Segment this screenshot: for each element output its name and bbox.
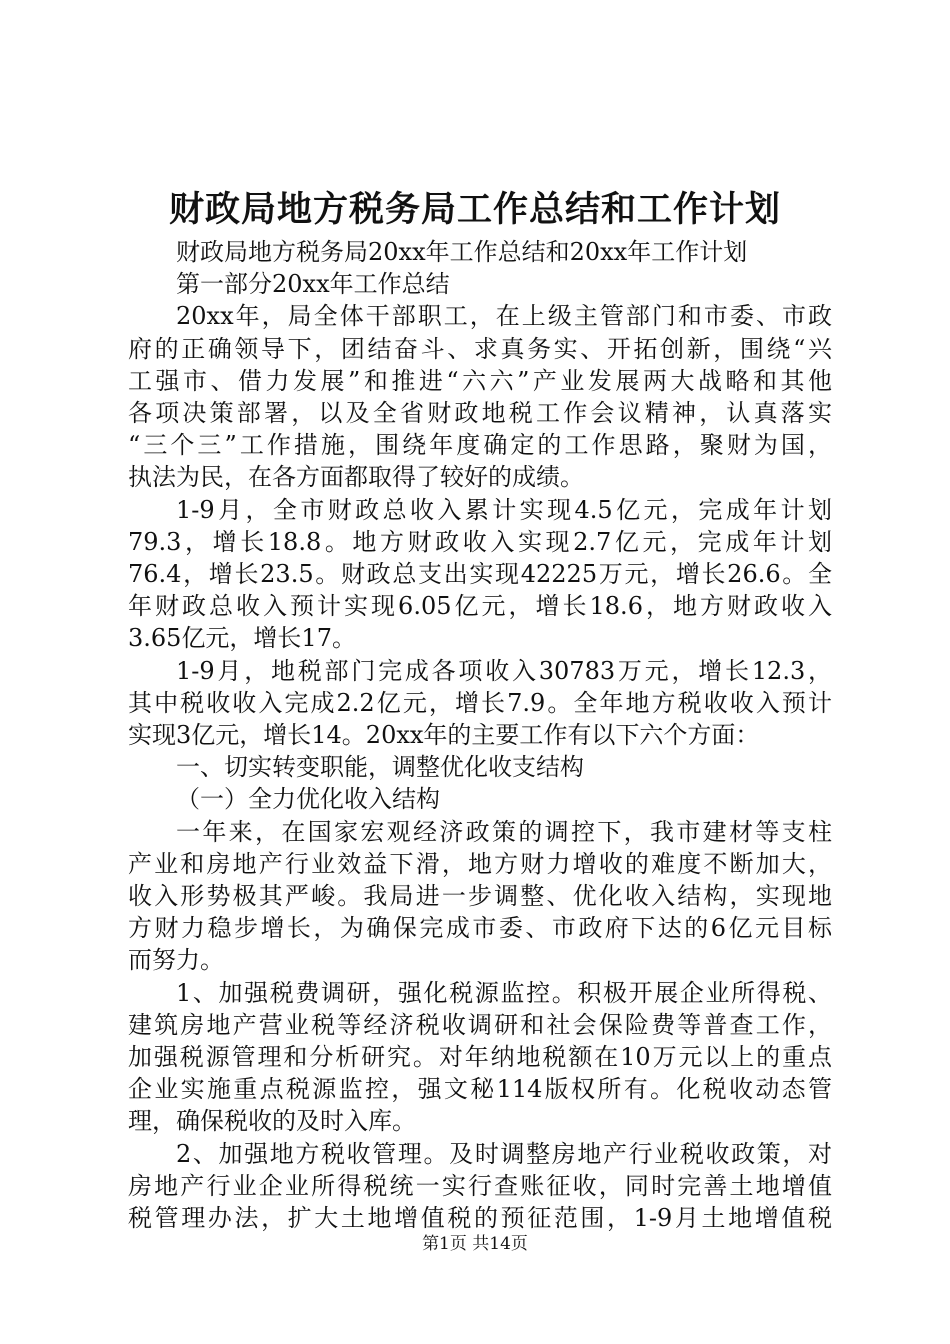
text-line: （一）全力优化收入结构	[176, 785, 440, 814]
text-line: 1、加强税费调研，强化税源监控。积极开展企业所得税、	[176, 978, 832, 1007]
text-line: 企业实施重点税源监控，强文秘114版权所有。化税收动态管	[128, 1075, 832, 1104]
text-line: 2、加强地方税收管理。及时调整房地产行业税收政策，对	[176, 1139, 832, 1168]
text-line: 一、切实转变职能，调整优化收支结构	[176, 753, 584, 782]
text-line: 府的正确领导下，团结奋斗、求真务实、开拓创新，围绕“兴	[128, 334, 832, 363]
text-line: 第一部分20xx年工作总结	[176, 270, 450, 299]
text-line: 一年来，在国家宏观经济政策的调控下，我市建材等支柱	[176, 817, 832, 846]
text-line: 理，确保税收的及时入库。	[128, 1107, 416, 1136]
text-line: 执法为民，在各方面都取得了较好的成绩。	[128, 463, 584, 492]
text-line: 3.65亿元，增长17。	[128, 624, 356, 653]
text-line: 税管理办法，扩大土地增值税的预征范围，1-9月土地增值税	[128, 1204, 832, 1233]
text-line: 财政局地方税务局20xx年工作总结和20xx年工作计划	[176, 238, 748, 266]
text-line: 1-9月，全市财政总收入累计实现4.5亿元，完成年计划	[176, 495, 832, 524]
text-line: 1-9月，地税部门完成各项收入30783万元，增长12.3，	[176, 656, 832, 685]
text-line: 76.4，增长23.5。财政总支出实现42225万元，增长26.6。全	[128, 560, 832, 589]
text-line: “三个三”工作措施，围绕年度确定的工作思路，聚财为国，	[128, 431, 832, 460]
text-line: 79.3，增长18.8。地方财政收入实现2.7亿元，完成年计划	[128, 527, 832, 556]
document-body	[128, 236, 832, 1234]
text-line: 年财政总收入预计实现6.05亿元，增长18.6，地方财政收入	[128, 592, 832, 621]
text-line: 20xx年，局全体干部职工，在上级主管部门和市委、市政	[176, 302, 832, 331]
text-line: 方财力稳步增长，为确保完成市委、市政府下达的6亿元目标	[128, 914, 832, 943]
text-line: 加强税源管理和分析研究。对年纳地税额在10万元以上的重点	[128, 1043, 832, 1072]
text-line: 产业和房地产行业效益下滑，地方财力增收的难度不断加大，	[128, 849, 832, 878]
text-line: 工强市、借力发展”和推进“六六”产业发展两大战略和其他	[128, 366, 832, 395]
text-line: 各项决策部署，以及全省财政地税工作会议精神，认真落实	[128, 399, 832, 428]
page-footer: 第1页 共14页	[422, 1234, 528, 1254]
text-line: 实现3亿元，增长14。20xx年的主要工作有以下六个方面：	[128, 721, 760, 750]
text-line: 其中税收收入完成2.2亿元，增长7.9。全年地方税收收入预计	[128, 688, 832, 717]
text-line: 房地产行业企业所得税统一实行查账征收，同时完善土地增值	[128, 1171, 832, 1200]
document-title: 财政局地方税务局工作总结和工作计划	[168, 189, 781, 230]
text-line: 收入形势极其严峻。我局进一步调整、优化收入结构，实现地	[128, 882, 832, 911]
text-line: 而努力。	[128, 946, 224, 975]
text-line: 建筑房地产营业税等经济税收调研和社会保险费等普查工作，	[128, 1010, 832, 1039]
